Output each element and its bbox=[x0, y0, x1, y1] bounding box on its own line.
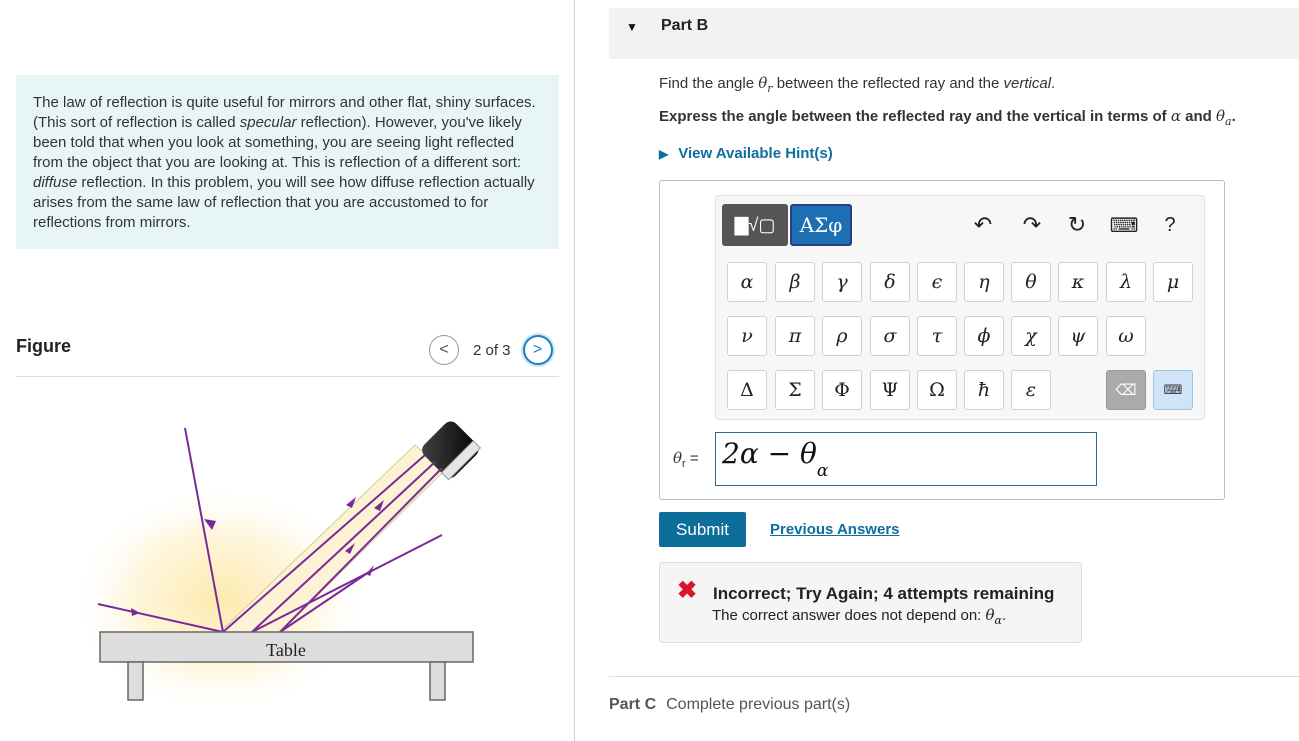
instruction-text-part: Express the angle between the reflected ray and the vertical in terms of bbox=[659, 108, 1171, 125]
feedback-message-text: The correct answer does not depend on: bbox=[712, 607, 986, 624]
chevron-left-icon: < bbox=[439, 341, 449, 358]
key-lambda[interactable]: λ bbox=[1106, 262, 1146, 302]
backspace-icon[interactable]: ⌫ bbox=[1106, 370, 1146, 410]
intro-emphasis-specular: specular bbox=[239, 114, 297, 131]
answer-subscript: α bbox=[816, 461, 829, 481]
prev-figure-button[interactable] bbox=[429, 335, 459, 365]
instruction-text-part: . bbox=[1231, 108, 1236, 125]
answer-label bbox=[673, 449, 699, 470]
part-c-status: Complete previous part(s) bbox=[666, 696, 851, 713]
hint-label: View Available Hint(s) bbox=[678, 145, 833, 162]
key-rho[interactable]: ρ bbox=[822, 316, 862, 356]
key-capital-sigma[interactable]: Σ bbox=[775, 370, 815, 410]
next-figure-button[interactable] bbox=[523, 335, 553, 365]
key-omega[interactable]: ω bbox=[1106, 316, 1146, 356]
key-mu[interactable]: μ bbox=[1153, 262, 1193, 302]
question-text-part: between the reflected ray and the bbox=[772, 75, 1004, 92]
theta-subscript: a bbox=[1225, 115, 1232, 128]
key-eta[interactable]: η bbox=[964, 262, 1004, 302]
reset-icon[interactable]: ↻ bbox=[1067, 212, 1087, 237]
intro-text-part: The law of reflection is quite useful for mirrors and other flat, shiny surfaces. (This sort of reflection is called bbox=[33, 94, 536, 131]
feedback-message bbox=[712, 606, 1006, 627]
key-phi[interactable]: ϕ bbox=[964, 316, 1004, 356]
key-capital-phi[interactable]: Φ bbox=[822, 370, 862, 410]
diffuse-reflection-figure bbox=[80, 400, 500, 705]
math-palette bbox=[715, 195, 1205, 420]
undo-icon[interactable]: ↶ bbox=[973, 212, 993, 237]
error-x-icon: ✖ bbox=[677, 577, 698, 604]
question-text-part: Find the angle bbox=[659, 75, 759, 92]
theta-symbol: θ bbox=[1216, 107, 1226, 125]
theta-subscript: r bbox=[767, 82, 773, 95]
theta-symbol: θ bbox=[758, 74, 768, 92]
part-b-title: Part B bbox=[661, 17, 709, 34]
key-capital-psi[interactable]: Ψ bbox=[870, 370, 910, 410]
instruction-text-part: and bbox=[1180, 108, 1216, 125]
key-delta[interactable]: δ bbox=[870, 262, 910, 302]
feedback-title: Incorrect; Try Again; 4 attempts remaining bbox=[713, 584, 1055, 603]
answer-box bbox=[659, 180, 1225, 500]
left-panel bbox=[0, 0, 575, 741]
key-tau[interactable]: τ bbox=[917, 316, 957, 356]
key-sigma[interactable]: σ bbox=[870, 316, 910, 356]
chevron-right-icon: > bbox=[532, 341, 543, 358]
submit-button[interactable]: Submit bbox=[659, 512, 746, 547]
key-gamma[interactable]: γ bbox=[822, 262, 862, 302]
question-text bbox=[659, 74, 1055, 95]
right-panel bbox=[576, 0, 1299, 741]
previous-answers-link[interactable]: Previous Answers bbox=[770, 521, 900, 538]
key-varepsilon[interactable]: ε bbox=[1011, 370, 1051, 410]
theta-subscript: r bbox=[682, 458, 686, 470]
intro-text-part: reflection). However, you've likely been told that when you look at something, you are seeing light reflected from the object that you are looking at. This is reflection of a different sort: bbox=[33, 114, 522, 171]
answer-input[interactable] bbox=[715, 432, 1097, 486]
part-b-header[interactable] bbox=[609, 8, 1299, 59]
key-hbar[interactable]: ħ bbox=[964, 370, 1004, 410]
part-c-header bbox=[609, 696, 850, 714]
key-theta[interactable]: θ bbox=[1011, 262, 1051, 302]
key-capital-omega[interactable]: Ω bbox=[917, 370, 957, 410]
caret-down-icon: ▼ bbox=[626, 20, 638, 34]
keyboard-toggle-icon[interactable]: ⌨ bbox=[1153, 370, 1193, 410]
key-nu[interactable]: ν bbox=[727, 316, 767, 356]
redo-icon[interactable]: ↷ bbox=[1022, 212, 1042, 237]
key-pi[interactable]: π bbox=[775, 316, 815, 356]
figure-divider bbox=[16, 376, 559, 377]
key-beta[interactable]: β bbox=[775, 262, 815, 302]
key-alpha[interactable]: α bbox=[727, 262, 767, 302]
figure-navigation bbox=[429, 336, 553, 364]
figure-counter: 2 of 3 bbox=[473, 341, 511, 359]
caret-right-icon: ▶ bbox=[659, 146, 669, 161]
question-text-part: . bbox=[1051, 75, 1056, 92]
theta-subscript: α bbox=[994, 614, 1002, 627]
view-hints-link[interactable] bbox=[659, 145, 833, 162]
feedback-box bbox=[659, 562, 1082, 643]
greek-symbols-button[interactable]: ΑΣφ bbox=[790, 204, 852, 246]
intro-text-part: reflection. In this problem, you will see how diffuse reflection actually arises from the same law of reflection that you are accustomed to for reflections from mirrors. bbox=[33, 174, 535, 231]
question-instruction bbox=[659, 107, 1236, 128]
keyboard-icon[interactable]: ⌨ bbox=[1109, 214, 1139, 237]
key-psi[interactable]: ψ bbox=[1058, 316, 1098, 356]
help-button[interactable]: ? bbox=[1164, 213, 1176, 236]
question-emphasis: vertical bbox=[1003, 75, 1052, 92]
theta-symbol: θ bbox=[673, 449, 683, 467]
intro-text bbox=[16, 75, 559, 249]
templates-button[interactable]: ▇√▢ bbox=[722, 204, 788, 246]
key-capital-delta[interactable]: Δ bbox=[727, 370, 767, 410]
intro-emphasis-diffuse: diffuse bbox=[33, 174, 78, 191]
part-c-divider bbox=[609, 676, 1299, 677]
key-chi[interactable]: χ bbox=[1011, 316, 1051, 356]
equals-sign: = bbox=[685, 450, 699, 467]
alpha-symbol: α bbox=[1170, 107, 1181, 125]
feedback-message-text: . bbox=[1001, 607, 1007, 624]
theta-symbol: θ bbox=[985, 606, 995, 624]
answer-value: 2α − θ bbox=[722, 437, 817, 470]
key-kappa[interactable]: κ bbox=[1058, 262, 1098, 302]
figure-title: Figure bbox=[16, 336, 72, 356]
table-label: Table bbox=[266, 640, 306, 660]
key-epsilon[interactable]: ϵ bbox=[917, 262, 957, 302]
part-c-title: Part C bbox=[609, 696, 657, 713]
